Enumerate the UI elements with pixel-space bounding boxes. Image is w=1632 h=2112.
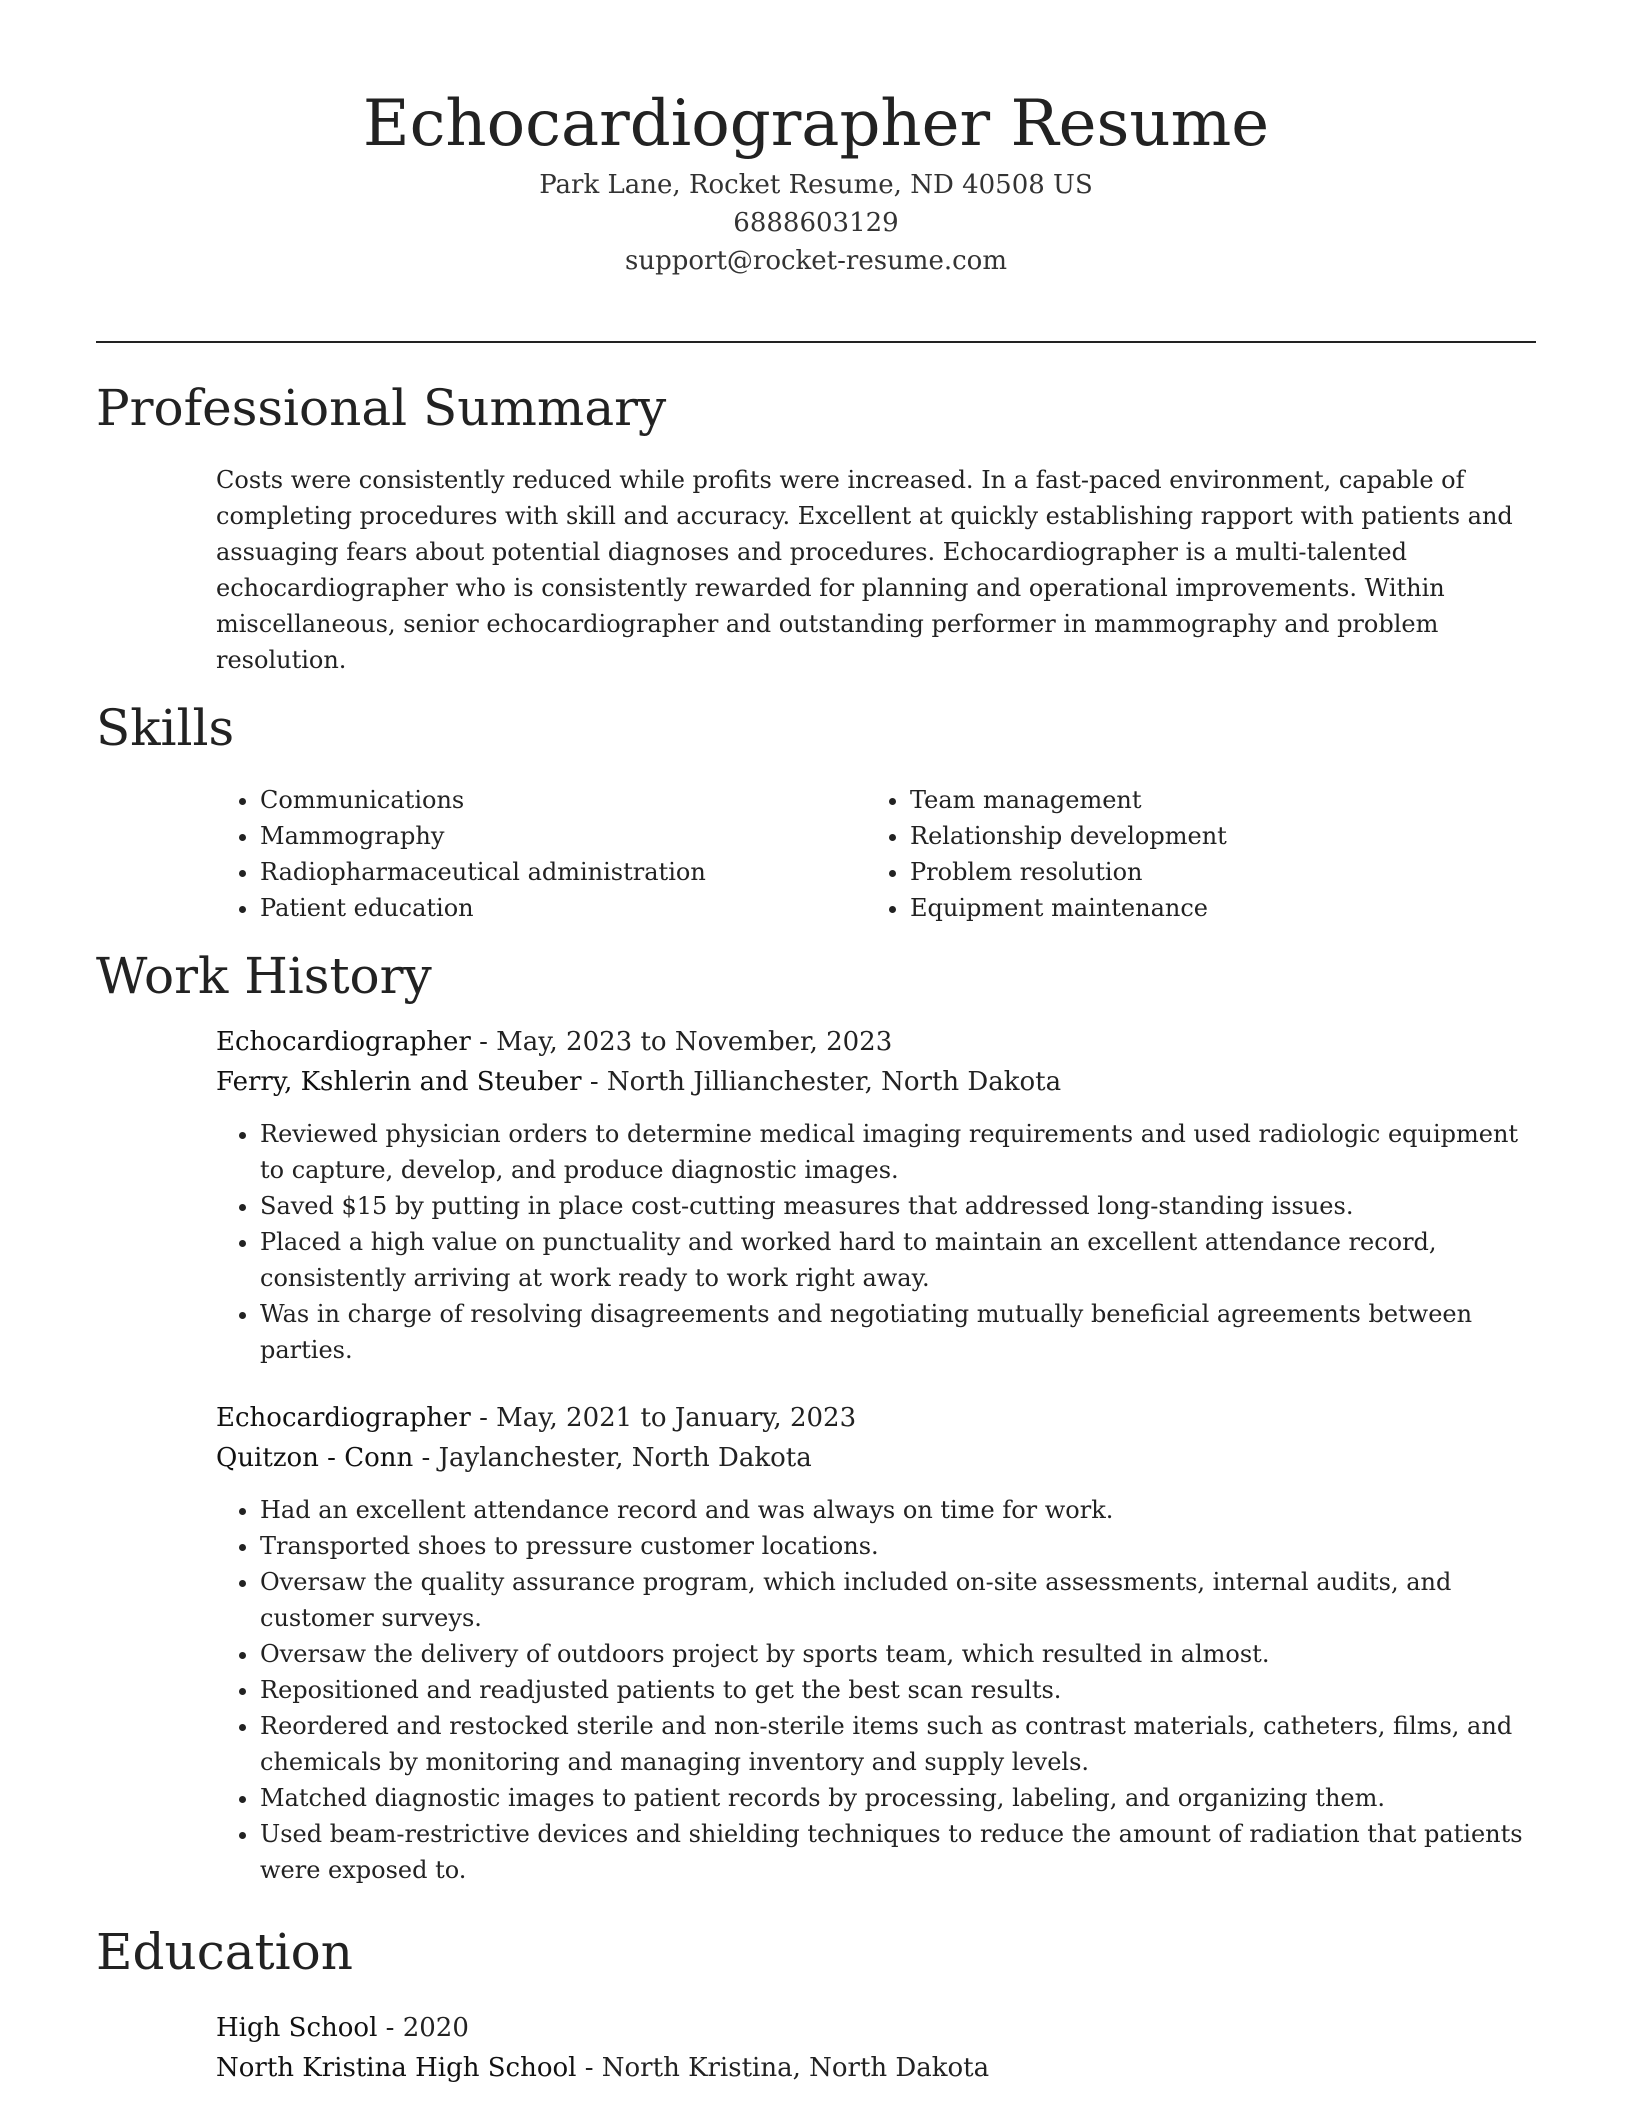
phone: 6888603129: [733, 208, 899, 238]
job-bullet: • Transported shoes to pressure customer locations.: [260, 1528, 1536, 1564]
education-school: North Kristina High School: [216, 2053, 577, 2083]
job-bullets: [216, 1116, 1536, 1368]
job-bullet: • Oversaw the quality assurance program, which included on-site assessments, internal audits, and customer surveys.: [260, 1564, 1536, 1636]
job-location: - North Jillianchester, North Dakota: [581, 1067, 1062, 1097]
job-bullet: • Used beam-restrictive devices and shielding techniques to reduce the amount of radiation that patients were exposed to.: [260, 1816, 1536, 1888]
job-bullet: • Placed a high value on punctuality and worked hard to maintain an excellent attendance record, consistently arriving at work ready to work right away.: [260, 1224, 1536, 1296]
skill-item: • Relationship development: [910, 818, 1516, 854]
skills-heading: Skills: [96, 699, 235, 757]
job-bullets: [216, 1492, 1536, 1888]
education-degree-line: [216, 2008, 1536, 2048]
education-degree: High School: [216, 2013, 378, 2043]
job-entry: [216, 1398, 1536, 1888]
job-title-line: [216, 1022, 1536, 1062]
job-bullet: • Was in charge of resolving disagreements and negotiating mutually beneficial agreements between parties.: [260, 1296, 1536, 1368]
job-bullet: • Matched diagnostic images to patient records by processing, labeling, and organizing them.: [260, 1780, 1536, 1816]
skills-column-right: [866, 782, 1516, 926]
job-bullet: • Reordered and restocked sterile and non-sterile items such as contrast materials, catheters, films, and chemicals by monitoring and managing inventory and supply levels.: [260, 1708, 1536, 1780]
job-company: Quitzon - Conn: [216, 1443, 414, 1473]
skill-item: • Mammography: [260, 818, 866, 854]
skill-item: • Equipment maintenance: [910, 890, 1516, 926]
skill-item: • Team management: [910, 782, 1516, 818]
education-year: - 2020: [377, 2013, 469, 2043]
skill-item: • Patient education: [260, 890, 866, 926]
job-company-line: [216, 1062, 1536, 1102]
job-bullet: • Oversaw the delivery of outdoors project by sports team, which resulted in almost.: [260, 1636, 1536, 1672]
skills-column-left: [216, 782, 866, 926]
skill-item: • Problem resolution: [910, 854, 1516, 890]
summary-heading: Professional Summary: [96, 379, 667, 437]
job-location: - Jaylanchester, North Dakota: [413, 1443, 812, 1473]
summary-text: Costs were consistently reduced while profits were increased. In a fast-paced environment, capable of completing procedures with skill and accuracy. Excellent at quickly establishing rapport with patients and assuaging fears about potential diagnoses and procedures. Echocardiographer is a multi-talented echocardiographer who is consistently rewarded for planning and operational improvements. Within miscellaneous, senior echocardiographer and outstanding performer in mammography and problem resolution.: [216, 466, 1513, 674]
skill-item: • Communications: [260, 782, 866, 818]
job-title: Echocardiographer: [216, 1403, 471, 1433]
education-entry: [216, 2008, 1536, 2088]
job-company: Ferry, Kshlerin and Steuber: [216, 1067, 582, 1097]
job-bullet: • Saved $15 by putting in place cost-cutting measures that addressed long-standing issues.: [260, 1188, 1536, 1224]
job-entry: [216, 1022, 1536, 1368]
job-bullet: • Had an excellent attendance record and was always on time for work.: [260, 1492, 1536, 1528]
work-history-heading: Work History: [96, 947, 432, 1005]
job-bullet: • Reviewed physician orders to determine medical imaging requirements and used radiologic equipment to capture, develop, and produce diagnostic images.: [260, 1116, 1536, 1188]
resume-header: [0, 82, 1632, 280]
job-dates: - May, 2021 to January, 2023: [470, 1403, 857, 1433]
job-bullet: • Repositioned and readjusted patients to get the best scan results.: [260, 1672, 1536, 1708]
email: support@rocket-resume.com: [624, 246, 1007, 276]
job-title: Echocardiographer: [216, 1027, 471, 1057]
skill-item: • Radiopharmaceutical administration: [260, 854, 866, 890]
skills-list: [216, 782, 1536, 926]
contact-info: [0, 166, 1632, 280]
education-school-line: [216, 2048, 1536, 2088]
job-company-line: [216, 1438, 1536, 1478]
education-heading: Education: [96, 1923, 353, 1981]
education-location: - North Kristina, North Dakota: [576, 2053, 990, 2083]
address: Park Lane, Rocket Resume, ND 40508 US: [539, 170, 1093, 200]
job-dates: - May, 2023 to November, 2023: [470, 1027, 893, 1057]
resume-title: Echocardiographer Resume: [362, 87, 1270, 161]
job-title-line: [216, 1398, 1536, 1438]
header-divider: [96, 341, 1536, 343]
